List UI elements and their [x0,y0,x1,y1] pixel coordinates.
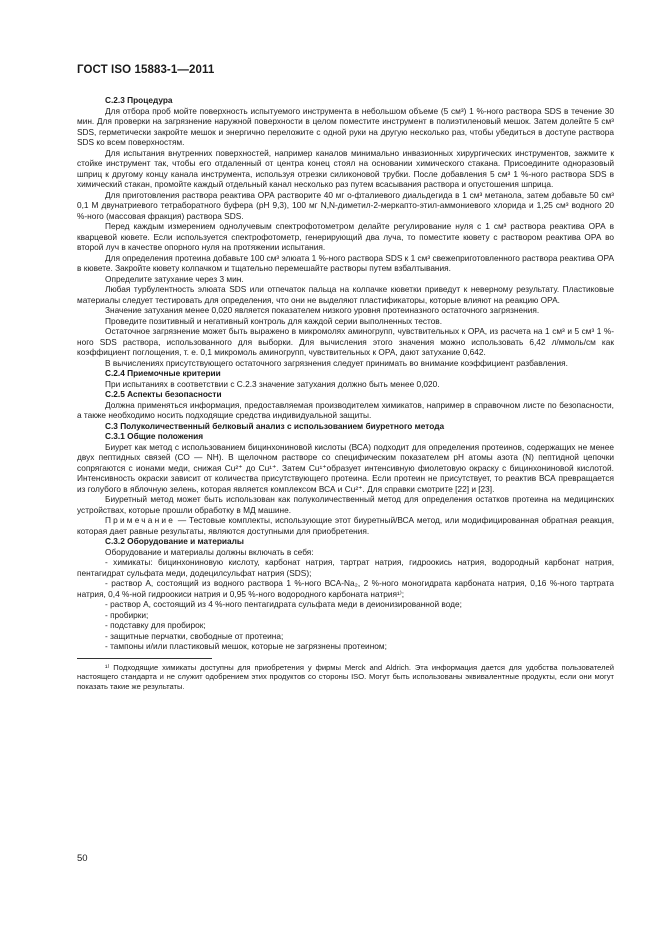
paragraph-list [77,95,614,652]
paragraph: Биурет как метод с использованием бицинхониновой кислоты (ВСА) подходит для определения протеинов, содержащих не менее двух пептидных связей (СО — NH). В щелочном растворе со специфическим показателем pH атомы азота (N) пептидной цепочки сопрягаются с ионами меди, снижая Cu²⁺ до Cu¹⁺. Затем Cu¹⁺образует интенсивную фиолетовую окраску с бицинхониновой кислотой. Интенсивность окраски зависит от количества присутствующего протеина. Если протеин не присутствует, то реактив ВСА превращается из голубого в яблочную зелень, которая является комплексом ВСА и Cu²⁺. Для справки смотрите [22] и [23]. [77,441,614,494]
page-number: 50 [77,853,88,864]
section-heading: С.2.4 Приемочные критерии [105,368,221,378]
paragraph: - защитные перчатки, свободные от протеина; [105,630,284,641]
section-heading: С.2.5 Аспекты безопасности [105,389,222,399]
paragraph: - химикаты: бицинхониновую кислоту, карбонат натрия, тартрат натрия, гидроокись натрия, водородный карбонат натрия, пентагидрат сульфата меди, додецилсульфат натрия (SDS); [77,557,614,578]
section-heading: С.2.3 Процедура [105,95,173,105]
paragraph: В вычислениях присутствующего остаточного загрязнения следует принимать во внимание коэффициент разбавления. [105,357,568,368]
paragraph: Для отбора проб мойте поверхность испытуемого инструмента в небольшом объеме (5 см³) 1 %-ного раствора SDS в течение 30 мин. Для проверки на загрязнение наружной поверхности в целом поместите инструмент в полиэтиленовый мешок. Затем долейте 5 см³ SDS, герметически закройте мешок и энергично переложите с одной руки на другую несколько раз, чтобы убедиться в доступе раствора SDS ко всем поверхностям. [77,105,614,147]
paragraph: Биуретный метод может быть использован как полуколичественный метод для определения остатков протеина на медицинских устройствах, которые прошли обработку в МД машине. [77,494,614,515]
section-heading: С.3 Полуколичественный белковый анализ с использованием биуретного метода [105,420,445,431]
paragraph: Оборудование и материалы должны включать в себя: [105,546,314,557]
paragraph: - раствор А, состоящий из 4 %-ного пентагидрата сульфата меди в деионизированной воде; [105,599,462,609]
paragraph: Остаточное загрязнение может быть выражено в микромолях аминогрупп, чувствительных к ОРА, из расчета на 1 см³ и 5 см³ 1 %-ного SDS раствора, использованного для выборки. Для вычисления этого значения можно использовать 6,42 л/ммоль/см как коэффициент поглощения, т. е. 0,1 микромоль аминогрупп, чувствительных к ОРА, дают затухание 0,642. [77,326,614,357]
paragraph: - тампоны и/или пластиковый мешок, которые не загрязнены протеином; [105,641,387,651]
footnote: ¹⁾ Подходящие химикаты доступны для приобретения у фирмы Merck and Aldrich. Эта информация дается для удобства пользователей настоящего стандарта и не служит одобрением этих продуктов со стороны ISO. Могут быть использованы эквивалентные продукты, если они могут показать такие же результаты. [77,662,614,692]
paragraph: Должна применяться информация, предоставляемая производителем химикатов, например в справочном листе по безопасности, а также необходимо носить подходящие средства индивидуальной защиты. [77,399,614,420]
paragraph: Определите затухание через 3 мин. [105,273,244,284]
paragraph: Для приготовления раствора реактива ОРА растворите 40 мг о-фталиевого диальдегида в 1 см³ метанола, затем добавьте 50 см³ 0,1 М двунатриевого тетраборатного буфера (рН 9,3), 100 мг N,N-диметил-2-меркапто-этил-аммониевого хлорида и 1,25 см³ водного 20 %-ного (массовая фракция) раствора SDS. [77,189,614,221]
paragraph: При испытаниях в соответствии с С.2.3 значение затухания должно быть менее 0,020. [105,378,440,389]
paragraph: Проведите позитивный и негативный контроль для каждой серии выполненных тестов. [105,315,443,326]
document-body [77,95,614,692]
paragraph: - раствор А, состоящий из водного раствора 1 %-ного ВСА-Na₂, 2 %-ного моногидрата карбоната натрия, 0,16 %-ного тартрата натрия, 0,4 %-ной гидроокиси натрия и 0,95 %-ного водородного карбоната натрия¹⁾; [77,578,614,599]
page-header: ГОСТ ISO 15883-1—2011 [77,64,215,76]
paragraph: Для определения протеина добавьте 100 см³ элюата 1 %-ного раствора SDS к 1 см³ свежеприготовленного раствора реактива ОРА в кювете. Закройте кювету колпачком и тщательно перемешайте растворы путем взбалтывания. [77,252,614,273]
footnote-divider [77,658,212,659]
section-heading: С.3.2 Оборудование и материалы [105,536,244,546]
paragraph: Значение затухания менее 0,020 является показателем низкого уровня протеиназного остаточного загрязнения. [105,305,540,315]
note-label: Примечание [105,515,176,525]
paragraph: - подставку для пробирок; [105,620,206,630]
note-paragraph [77,515,614,536]
section-heading: С.3.1 Общие положения [105,431,204,441]
paragraph: Для испытания внутренних поверхностей, например каналов минимально инвазионных хирургических инструментов, зажмите к стойке инструмент так, чтобы его отдаленный от центра конец стоял на основании химического стакана. Присоедините одноразовый шприц к другому концу канала инструмента, используя отрезки силиконовой трубки. После добавления 5 см³ 1 %-ного раствора SDS в химический стакан, промойте каждый отдельный канал несколько раз путем всасывания раствора и опустошения шприца. [77,147,614,189]
paragraph: Перед каждым измерением однолучевым спектрофотометром делайте регулирование нуля с 1 см³ раствора реактива ОРА в кварцевой кювете. Если используется спектрофотометр, генерирующий два луча, то поместите кювету с раствором реактива ОРА во второй луч в качестве опорного нуля на протяжении испытания. [77,221,614,252]
paragraph: Любая турбулентность элюата SDS или отпечаток пальца на колпачке кюветки приведут к неверному результату. Пластиковые материалы следует тестировать для определения, что они не выделяют пластификаторы, которые влияют на реакцию ОРА. [77,284,614,305]
paragraph: - пробирки; [105,609,149,620]
note-text: — Тестовые комплекты, использующие этот биуретный/ВСА метод, или модифицированная обратная реакция, которая дает равные результаты, являются доступными для приобретения. [77,515,614,536]
